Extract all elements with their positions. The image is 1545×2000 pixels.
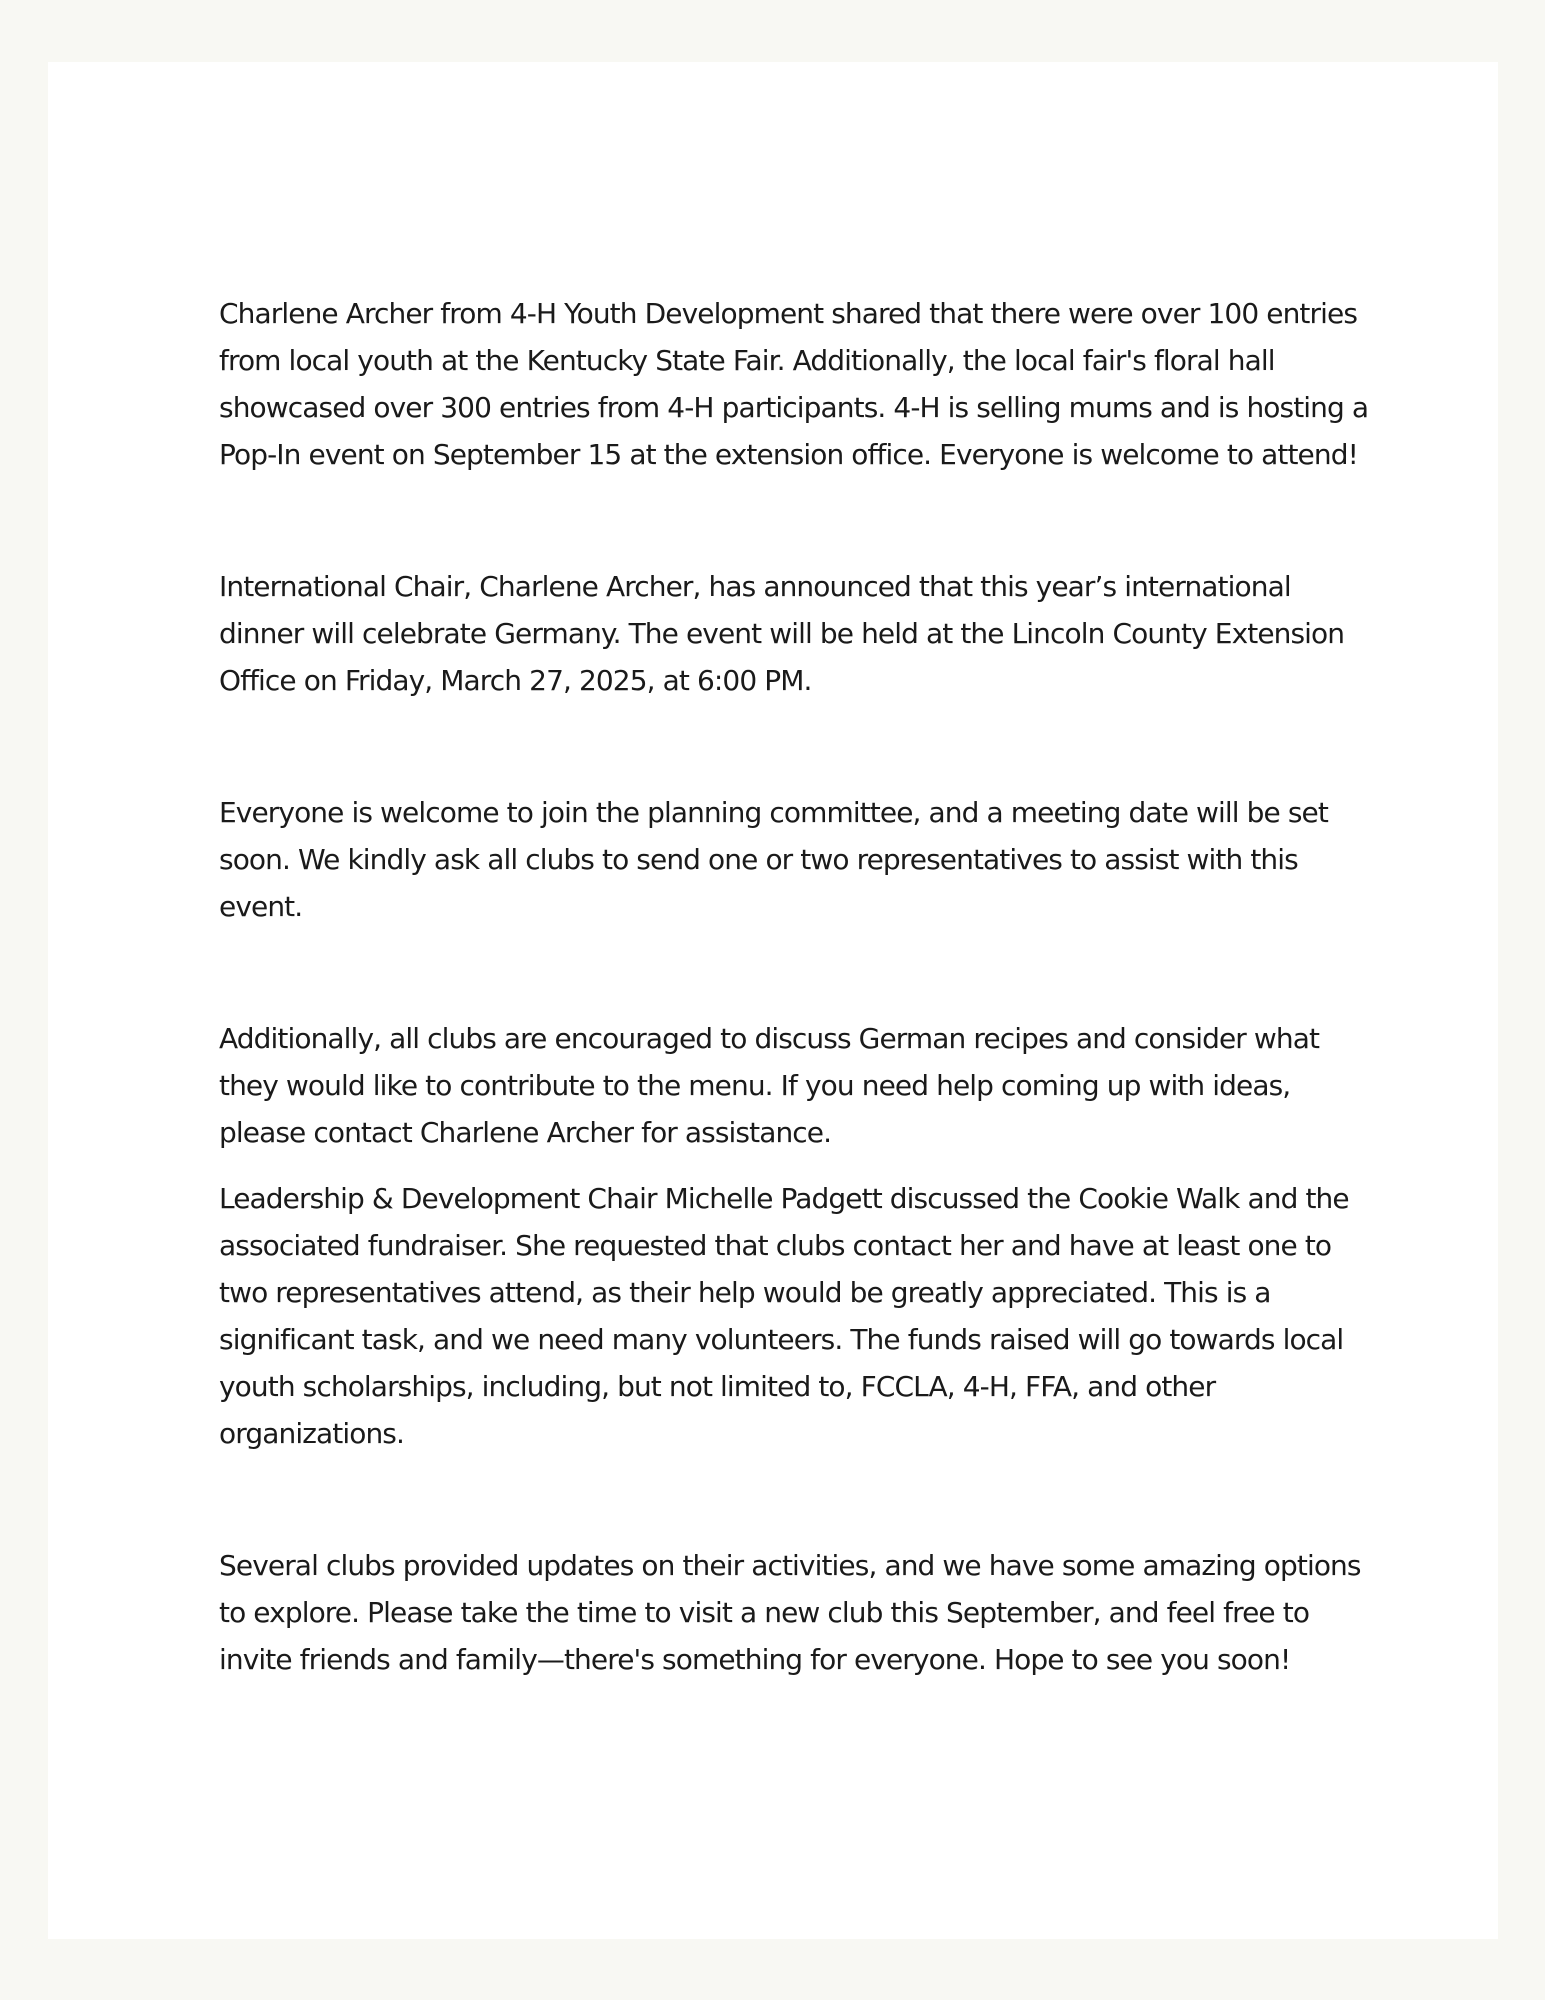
paragraph-international-dinner: International Chair, Charlene Archer, has announced that this year’s international dinner will celebrate Germany. The event will be held at the Lincoln County Extension Office on Friday, March 27, 2025, at 6:00 PM. (219, 570, 1345, 697)
paragraph-german-recipes: Additionally, all clubs are encouraged to discuss German recipes and consider what they would like to contribute to the menu. If you need help coming up with ideas, please contact Charlene Archer for assistance. (219, 1022, 1320, 1149)
paragraph-cookie-walk: Leadership & Development Chair Michelle Padgett discussed the Cookie Walk and the associated fundraiser. She requested that clubs contact her and have at least one to two representatives attend, as their help would be greatly appreciated. This is a significant task, and we need many volunteers. The funds raised will go towards local youth scholarships, including, but not limited to, FCCLA, 4-H, FFA, and other organizations. (219, 1182, 1349, 1450)
document-body (219, 290, 1379, 1683)
document-page (48, 62, 1498, 1939)
paragraph-planning-committee: Everyone is welcome to join the planning committee, and a meeting date will be set soon. We kindly ask all clubs to send one or two representatives to assist with this event. (219, 796, 1328, 923)
paragraph-4h-update: Charlene Archer from 4-H Youth Development shared that there were over 100 entries from local youth at the Kentucky State Fair. Additionally, the local fair's floral hall showcased over 300 entries from 4-H participants. 4-H is selling mums and is hosting a Pop-In event on September 15 at the extension office. Everyone is welcome to attend! (219, 297, 1369, 471)
paragraph-club-updates: Several clubs provided updates on their activities, and we have some amazing options to explore. Please take the time to visit a new club this September, and feel free to invite friends and family—there's something for everyone. Hope to see you soon! (219, 1549, 1361, 1676)
